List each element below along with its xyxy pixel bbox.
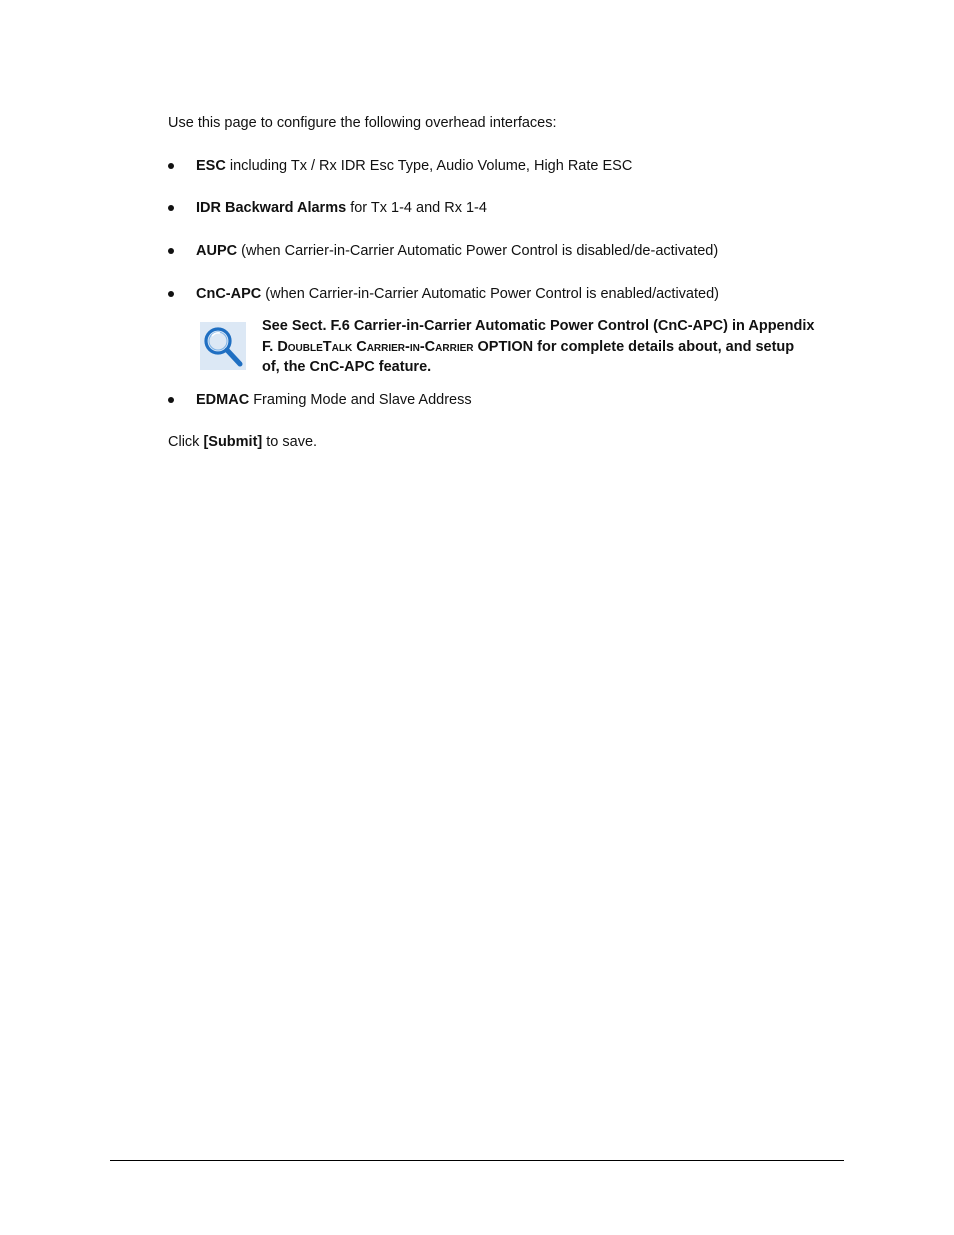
reference-note <box>200 316 840 380</box>
closing-paragraph: Click [Submit] to save. <box>168 434 318 450</box>
bullet-term: ESC <box>196 158 226 174</box>
footer-divider <box>110 1160 844 1161</box>
bullet-icon <box>168 205 174 211</box>
bullet-description: (when Carrier-in-Carrier Automatic Power Control is disabled/de-activated) <box>237 243 719 259</box>
intro-text: Use this page to configure the following overhead interfaces: <box>168 115 557 131</box>
bullet-description: (when Carrier-in-Carrier Automatic Power Control is enabled/activated) <box>261 286 719 302</box>
magnifier-icon <box>200 322 246 370</box>
note-line: F. DoubleTalk Carrier-in-Carrier OPTION for complete details about, and setup <box>262 338 795 355</box>
submit-reference: [Submit] <box>203 434 263 450</box>
bullet-description: for Tx 1-4 and Rx 1-4 <box>346 200 487 216</box>
bullet-icon <box>168 248 174 254</box>
bullet-term: EDMAC <box>196 392 250 408</box>
option-name: DoubleTalk Carrier-in-Carrier <box>277 338 474 355</box>
bullet-term: CnC-APC <box>196 286 262 302</box>
bullet-icon <box>168 291 174 297</box>
bullet-term: AUPC <box>196 243 238 259</box>
bullet-icon <box>168 397 174 403</box>
note-text <box>262 316 842 378</box>
note-line: of, the CnC-APC feature. <box>262 359 432 375</box>
bullet-description: including Tx / Rx IDR Esc Type, Audio Volume, High Rate ESC <box>225 158 633 174</box>
note-line: See Sect. F.6 Carrier-in-Carrier Automatic Power Control (CnC-APC) in Appendix <box>262 318 815 334</box>
intro-paragraph <box>168 113 557 133</box>
bullet-icon <box>168 163 174 169</box>
bullet-term: IDR Backward Alarms <box>196 200 347 216</box>
bullet-description: Framing Mode and Slave Address <box>249 392 472 408</box>
